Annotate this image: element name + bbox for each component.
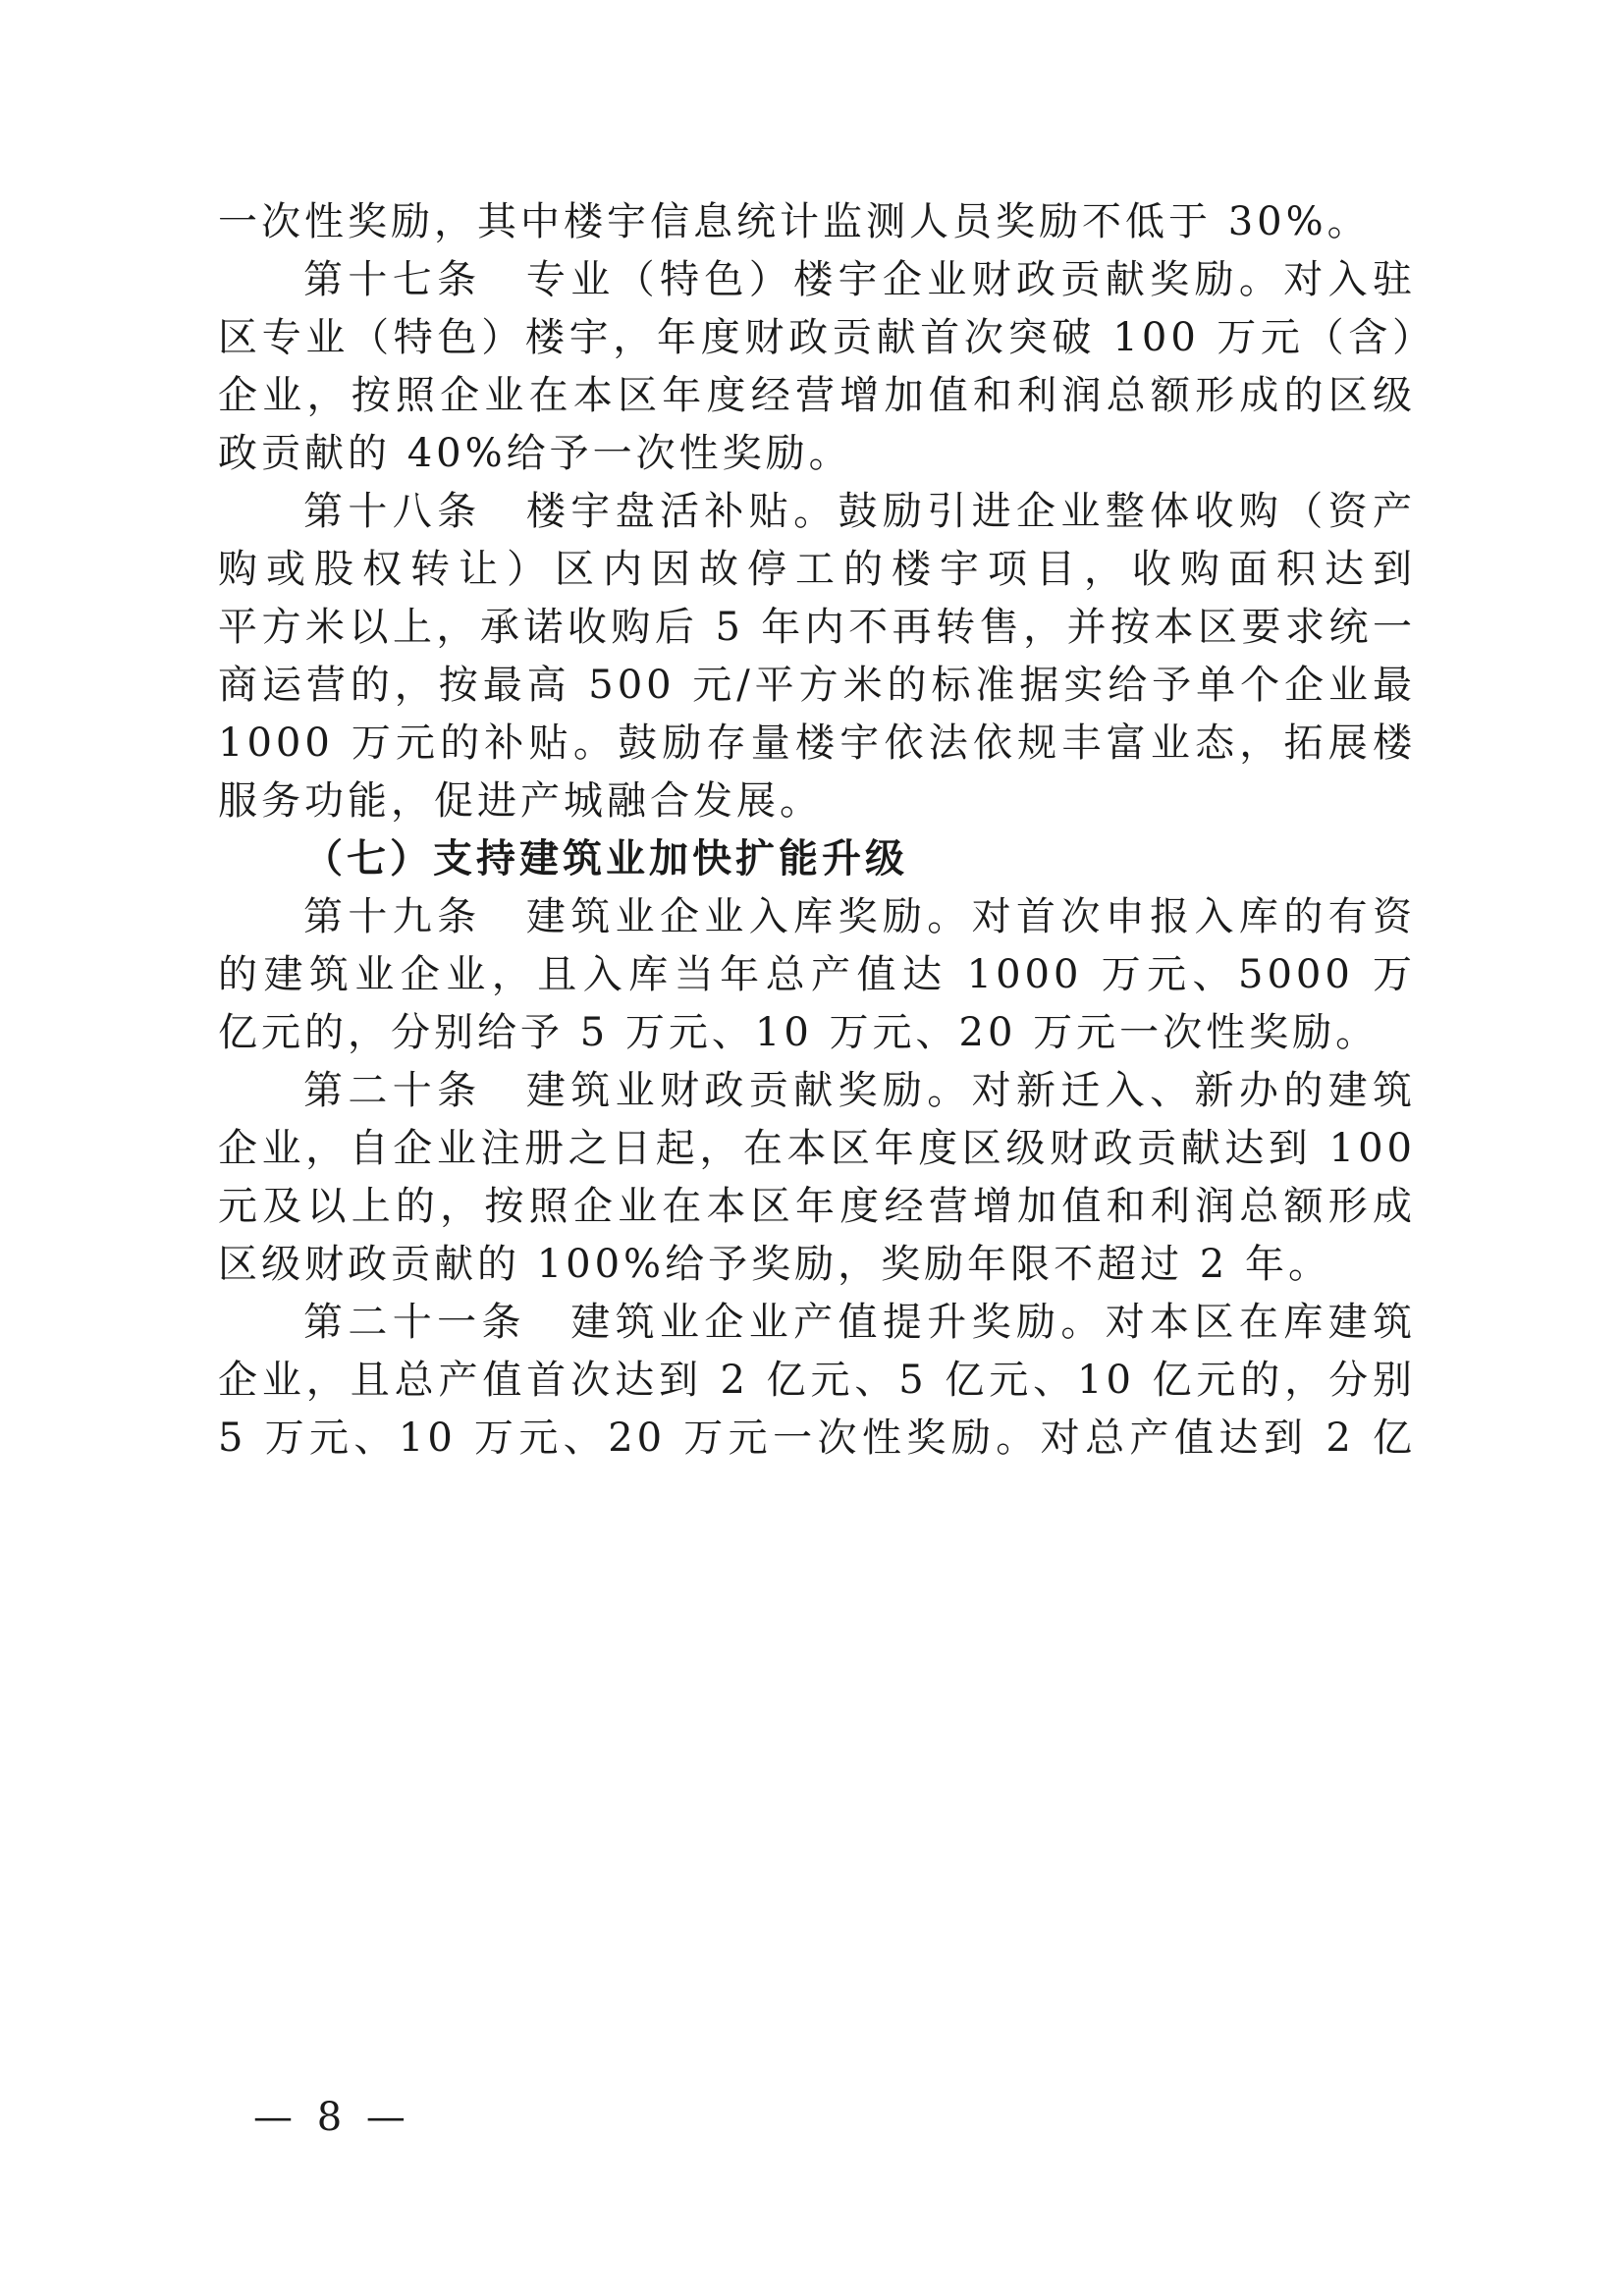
article-19-line: 第十九条 建筑业企业入库奖励。对首次申报入库的有资 — [303, 894, 1416, 939]
section-heading: （七）支持建筑业加快扩能升级 — [303, 835, 908, 881]
article-20-line: 第二十条 建筑业财政贡献奖励。对新迁入、新办的建筑 — [303, 1068, 1416, 1113]
body-line: 服务功能，促进产城融合发展。 — [218, 778, 823, 824]
body-line: 区专业（特色）楼宇，年度财政贡献首次突破 100 万元（含） — [218, 315, 1416, 360]
body-line: 亿元的，分别给予 5 万元、10 万元、20 万元一次性奖励。 — [218, 1010, 1380, 1055]
article-21-line: 第二十一条 建筑业企业产值提升奖励。对本区在库建筑 — [303, 1300, 1416, 1345]
body-line: 区级财政贡献的 100%给予奖励，奖励年限不超过 2 年。 — [218, 1242, 1331, 1287]
article-18-line: 第十八条 楼宇盘活补贴。鼓励引进企业整体收购（资产 — [303, 489, 1416, 534]
body-line: 元及以上的，按照企业在本区年度经营增加值和利润总额形成 — [218, 1184, 1416, 1229]
body-line: 政贡献的 40%给予一次性奖励。 — [218, 431, 852, 476]
body-line: 企业，按照企业在本区年度经营增加值和利润总额形成的区级 — [218, 373, 1416, 418]
body-line: 企业，自企业注册之日起，在本区年度区级财政贡献达到 100 — [218, 1126, 1416, 1171]
body-line: 平方米以上，承诺收购后 5 年内不再转售，并按本区要求统一 — [218, 605, 1416, 650]
body-line: 1000 万元的补贴。鼓励存量楼宇依法依规丰富业态，拓展楼 — [218, 721, 1416, 766]
article-17-line: 第十七条 专业（特色）楼宇企业财政贡献奖励。对入驻 — [303, 257, 1416, 302]
body-line: 购或股权转让）区内因故停工的楼宇项目，收购面积达到 — [218, 547, 1416, 592]
body-line: 商运营的，按最高 500 元/平方米的标准据实给予单个企业最 — [218, 663, 1416, 708]
body-line: 的建筑业企业，且入库当年总产值达 1000 万元、5000 万 — [218, 952, 1416, 997]
body-line: 5 万元、10 万元、20 万元一次性奖励。对总产值达到 2 亿 — [218, 1415, 1416, 1461]
page-number: — 8 — — [253, 2095, 411, 2140]
body-line: 一次性奖励，其中楼宇信息统计监测人员奖励不低于 30%。 — [218, 199, 1371, 244]
body-line: 企业，且总产值首次达到 2 亿元、5 亿元、10 亿元的，分别 — [218, 1358, 1416, 1403]
